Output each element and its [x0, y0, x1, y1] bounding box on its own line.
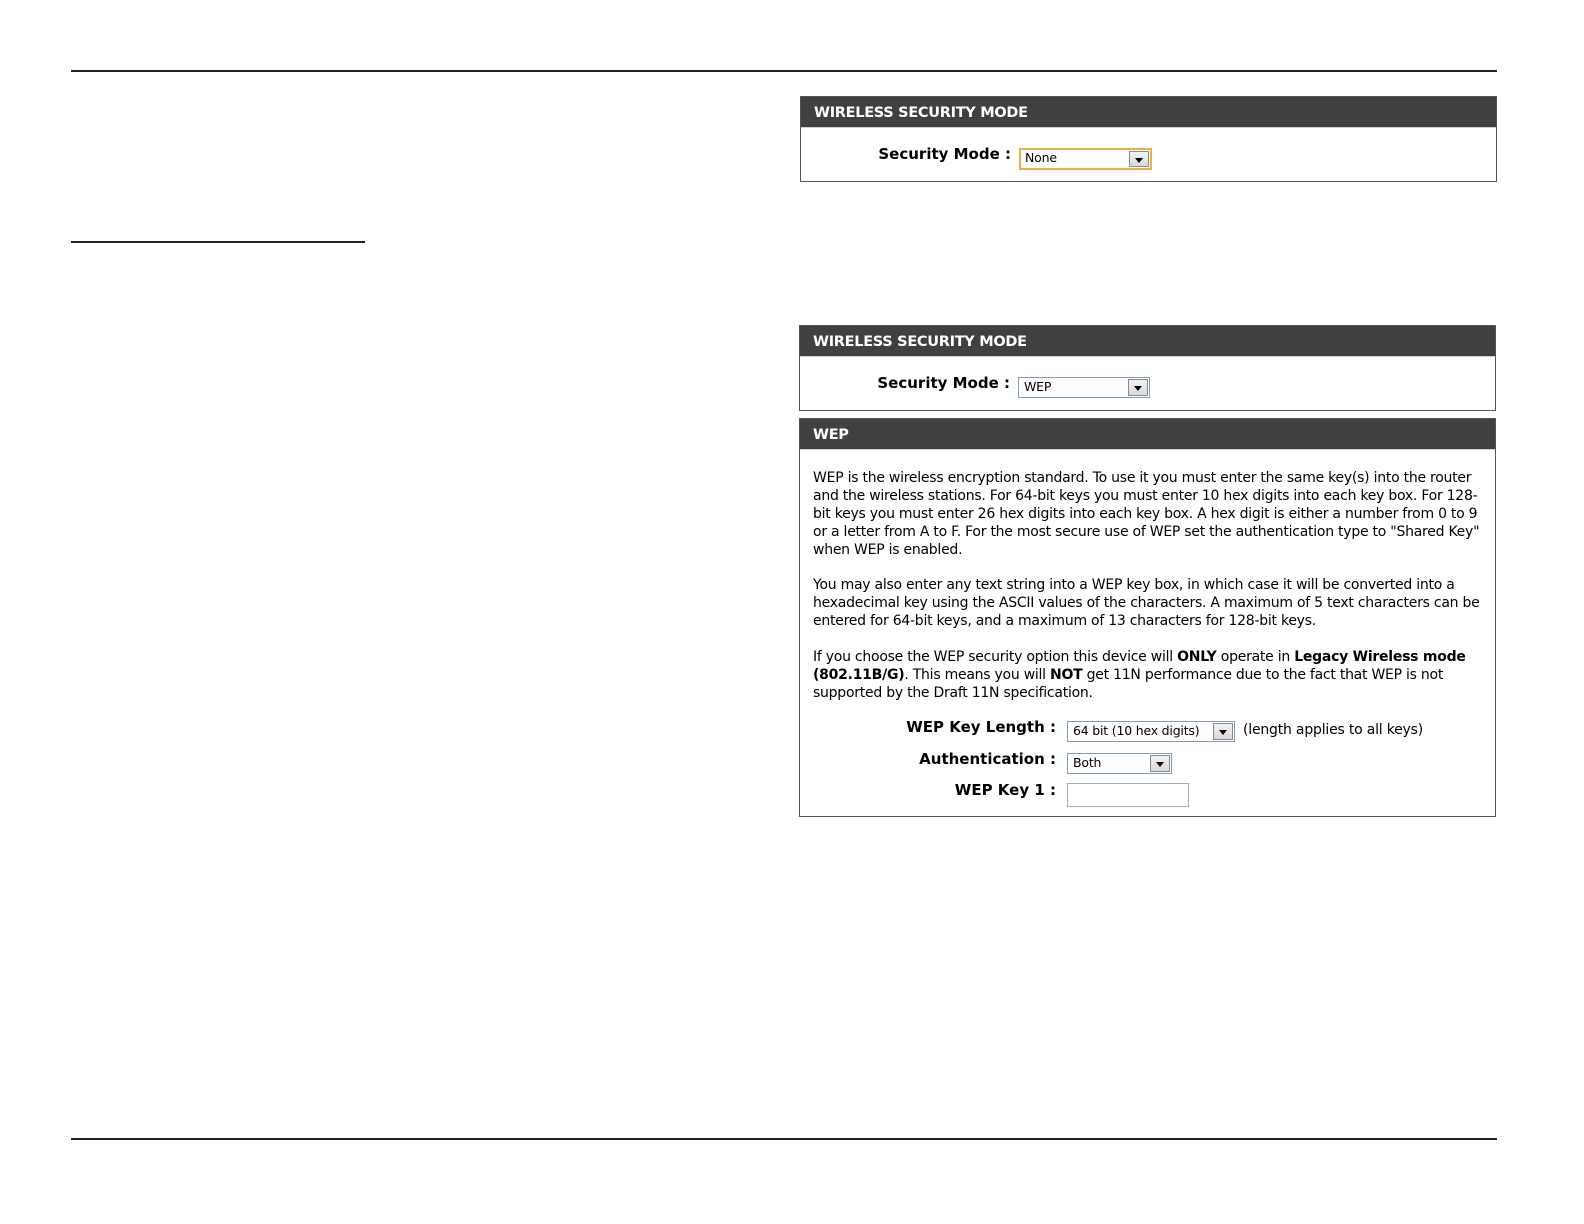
wep-key-1-label: WEP Key 1 : — [954, 781, 1056, 799]
authentication-select[interactable] — [1067, 753, 1172, 774]
wep-key-length-note: (length applies to all keys) — [1243, 722, 1424, 738]
security-mode-select[interactable] — [1019, 148, 1152, 170]
wep-panel-header: WEP — [800, 419, 1495, 450]
chevron-down-icon[interactable] — [1128, 379, 1148, 396]
security-mode-value: None — [1025, 150, 1057, 165]
chevron-down-icon[interactable] — [1129, 151, 1149, 167]
wep-key-length-select[interactable] — [1067, 721, 1235, 742]
top-rule — [71, 70, 1497, 72]
chevron-down-icon[interactable] — [1213, 723, 1233, 740]
panel-header: WIRELESS SECURITY MODE — [801, 97, 1496, 128]
security-mode-label: Security Mode : — [877, 374, 1010, 392]
authentication-value: Both — [1073, 755, 1102, 770]
wep-key-length-value: 64 bit (10 hex digits) — [1073, 723, 1200, 738]
security-mode-select[interactable] — [1018, 377, 1150, 398]
wep-panel — [799, 418, 1496, 817]
security-mode-value: WEP — [1024, 379, 1052, 394]
panel-header: WIRELESS SECURITY MODE — [800, 326, 1495, 357]
security-mode-panel-wep — [799, 325, 1496, 411]
section-rule — [71, 241, 365, 243]
authentication-label: Authentication : — [919, 750, 1056, 768]
chevron-down-icon[interactable] — [1150, 755, 1170, 772]
wep-description-1: WEP is the wireless encryption standard. To use it you must enter the same key(s) into the router and the wireless stations. For 64-bit keys you must enter 10 hex digits into each key box. For 128-bit keys you must enter 26 hex digits into each key box. A hex digit is either a number from 0 to 9 or a letter from A to F. For the most secure use of WEP set the authentication type to "Shared Key" when WEP is enabled. — [813, 470, 1480, 558]
wep-description-3: If you choose the WEP security option this device will ONLY operate in Legacy Wireless mode (802.11B/G). This means you will NOT get 11N performance due to the fact that WEP is not supported by the Draft 11N specification. — [813, 649, 1466, 701]
wep-key-1-input[interactable] — [1067, 783, 1189, 807]
bottom-rule — [71, 1138, 1497, 1140]
wep-key-length-label: WEP Key Length : — [906, 718, 1056, 736]
security-mode-label: Security Mode : — [878, 145, 1011, 163]
security-mode-panel-none — [800, 96, 1497, 182]
wep-description-2: You may also enter any text string into a WEP key box, in which case it will be converted into a hexadecimal key using the ASCII values of the characters. A maximum of 5 text characters can be entered for 64-bit keys, and a maximum of 13 characters for 128-bit keys. — [813, 577, 1480, 629]
